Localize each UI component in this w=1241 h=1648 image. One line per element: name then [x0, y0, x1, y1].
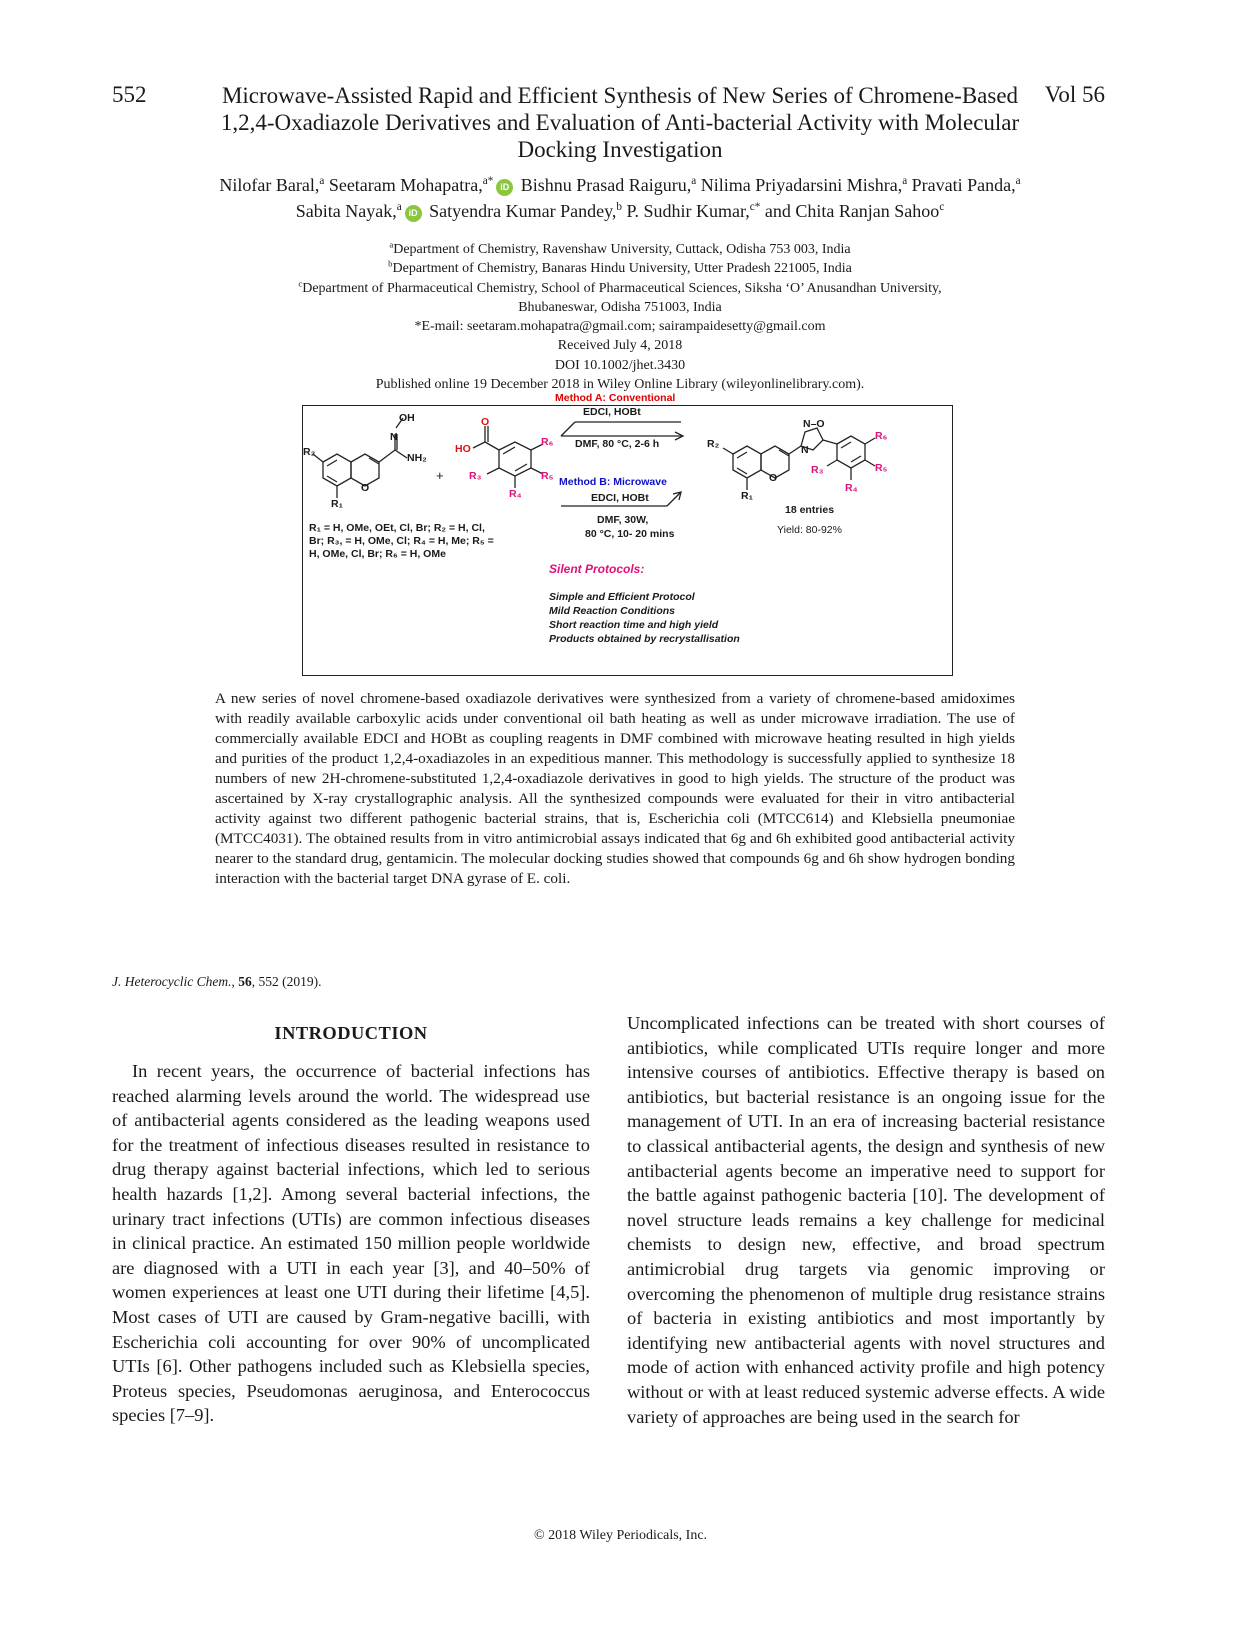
affiliation: $^b$Department of Chemistry, Banaras Hindu University, Utter Pradesh 221005, India: [388, 258, 852, 277]
atom-label: O: [769, 472, 778, 484]
paragraph: Uncomplicated infections can be treated with short courses of antibiotics, while complicated UTIs require longer and more intensive courses of antibiotics. Effective therapy is based on antibiotics, but bacterial resistance is an ongoing issue for the management of UTI. In an era of increasing bacterial resistance to classical antibacterial agents, the design and synthesis of new antibacterial agents become an imperative need to support for the battle against pathogenic bacteria [10]. The development of novel structure leads remains a key challenge for medicinal chemists to design new, effective, and broad spectrum antimicrobial drug targets via genomic improving or overcoming the phenomenon of multiple drug resistance strains of bacteria in existing antibiotics and most importantly by identifying new antibacterial agents with novel structures and mode of action with enhanced activity profile and high potency without or with at least reduced systemic adverse effects. A wide variety of approaches are being used in the search for: [627, 1013, 1105, 1427]
silent-protocols-title: Silent Protocols:: [549, 562, 645, 576]
atom-label: OH: [399, 412, 415, 424]
atom-label: R₆: [875, 430, 888, 442]
list-item: Mild Reaction Conditions: [549, 605, 675, 617]
volume-label: Vol 56: [1044, 82, 1105, 107]
list-item: Simple and Efficient Protocol: [549, 591, 695, 603]
page-number: 552: [112, 82, 147, 107]
atom-label: R₂: [707, 438, 720, 450]
plus-sign: +: [436, 468, 444, 483]
affiliation: $^c$Department of Pharmaceutical Chemistry, School of Pharmaceutical Sciences, Siksha ‘O’ Anusandhan University,: [298, 277, 942, 296]
atom-label: NH₂: [407, 452, 427, 464]
received-date: Received July 4, 2018: [557, 338, 683, 354]
method-b-title: Method B: Microwave: [559, 476, 667, 488]
author-list: [120, 172, 1120, 224]
method-a-reagents: EDCI, HOBt: [583, 406, 641, 418]
author: Sabita Nayak,$^a$: [295, 201, 402, 221]
author: P. Sudhir Kumar,$^{c*}$: [626, 201, 761, 221]
method-a-title: Method A: Conventional: [555, 392, 676, 404]
paragraph: In recent years, the occurrence of bacterial infections has reached alarming levels around the world. The widespread use of antibacterial agents considered as the leading weapons used for the treatment of infectious diseases resulted in resistance to drug therapy against bacterial infections, which led to serious health hazards [1,2]. Among several bacterial infections, the urinary tract infections (UTIs) are common infectious diseases in clinical practice. An estimated 150 million people worldwide are diagnosed with a UTI in each year [3], and 40–50% of women experiences at least one UTI during their lifetime [4,5]. Most cases of UTI are caused by Gram-negative bacilli, with Escherichia coli accounting for over 90% of uncomplicated UTIs [6]. Other pathogens included such as Klebsiella species, Proteus species, Pseudomonas aeruginosa, and Enterococcus species [7–9].: [112, 1061, 590, 1426]
author: Satyendra Kumar Pandey,$^b$: [429, 201, 622, 221]
atom-label: N: [801, 444, 809, 456]
atom-label: N–O: [803, 418, 825, 430]
email-line: *E-mail: seetaram.mohapatra@gmail.com; sairampaidesetty@gmail.com: [414, 319, 826, 335]
article-metadata: [150, 240, 1090, 394]
author: Pravati Panda,$^a$: [911, 175, 1021, 195]
atom-label: R₅: [875, 462, 888, 474]
affiliation: $^a$Department of Chemistry, Ravenshaw University, Cuttack, Odisha 753 003, India: [389, 239, 851, 257]
affiliation-continued: Bhubaneswar, Odisha 751003, India: [518, 299, 722, 315]
copyright-footer: © 2018 Wiley Periodicals, Inc.: [533, 1528, 708, 1543]
article-title: Microwave-Assisted Rapid and Efficient Synthesis of New Series of Chromene-Based 1,2,4-Oxadiazole Derivatives and Evaluation of Anti-bacterial Activity with Molecular Docking Investigation: [220, 83, 1020, 162]
atom-label: R₆: [541, 436, 554, 448]
atom-label: R₄: [845, 482, 858, 494]
author: Nilofar Baral,$^a$: [219, 175, 325, 195]
atom-label: R₂: [303, 446, 316, 458]
list-item: Products obtained by recrystallisation: [549, 633, 740, 645]
atom-label: R₃: [811, 464, 824, 476]
atom-label: R₁: [331, 498, 343, 510]
author: Seetaram Mohapatra,$^{a*}$: [328, 175, 494, 195]
doi[interactable]: DOI 10.1002/jhet.3430: [554, 357, 686, 373]
atom-label: O: [481, 416, 490, 428]
orcid-icon[interactable]: iD: [405, 205, 422, 222]
author: and Chita Ranjan Sahoo$^c$: [764, 201, 945, 221]
substituent-key: R₁ = H, OMe, OEt, Cl, Br; R₂ = H, Cl, Br; R₃, = H, OMe, Cl; R₄ = H, Me; R₅ = H, OMe, Cl, Br; R₆ = H, OMe: [309, 522, 494, 560]
method-a-conditions: DMF, 80 °C, 2-6 h: [575, 438, 660, 450]
atom-label: N: [390, 431, 398, 443]
list-item: Short reaction time and high yield: [549, 619, 719, 631]
atom-label: HO: [455, 443, 471, 455]
published-line: Published online 19 December 2018 in Wiley Online Library (wileyonlinelibrary.com).: [375, 377, 865, 393]
method-b-conditions: DMF, 30W,: [597, 514, 649, 526]
method-b-conditions: 80 °C, 10- 20 mins: [585, 528, 675, 540]
intro-right-column: [627, 1011, 1105, 1429]
author: Nilima Priyadarsini Mishra,$^a$: [700, 175, 908, 195]
atom-label: R₁: [741, 490, 753, 502]
reaction-scheme: [302, 392, 953, 676]
atom-label: R₃: [469, 470, 482, 482]
journal-citation: J. Heterocyclic Chem., 56, 552 (2019).: [112, 974, 322, 989]
section-heading: INTRODUCTION: [274, 1023, 428, 1043]
intro-left-column: [112, 1059, 590, 1428]
atom-label: O: [361, 482, 370, 494]
orcid-icon[interactable]: iD: [496, 179, 513, 196]
method-b-reagents: EDCI, HOBt: [591, 492, 649, 504]
author: Bishnu Prasad Raiguru,$^a$: [520, 175, 697, 195]
yield-range: Yield: 80-92%: [777, 524, 842, 536]
silent-protocols-list: [549, 590, 740, 646]
abstract: A new series of novel chromene-based oxadiazole derivatives were synthesized from a variety of chromene-based amidoximes with readily available carboxylic acids under conventional oil bath heating as well as under microwave irradiation. The use of commercially available EDCI and HOBt as coupling reagents in DMF combined with microwave heating resulted in high yields and purities of the product 1,2,4-oxadiazoles in an expeditious manner. This methodology is successfully applied to synthesize 18 numbers of new 2H-chromene-substituted 1,2,4-oxadiazole derivatives in good to high yields. The structure of the product was ascertained by X-ray crystallographic analysis. All the synthesized compounds were evaluated for their in vitro antibacterial activity against two different pathogenic bacterial strains, that is, Escherichia coli (MTCC614) and Klebsiella pneumoniae (MTCC4031). The obtained results from in vitro antimicrobial assays indicated that 6g and 6h exhibited good antibacterial activity nearer to the standard drug, gentamicin. The molecular docking studies showed that compounds 6g and 6h show hydrogen bonding interaction with the bacterial target DNA gyrase of E. coli.: [215, 690, 1015, 887]
atom-label: R₅: [541, 470, 554, 482]
atom-label: R₄: [509, 488, 522, 500]
entries-count: 18 entries: [785, 504, 835, 516]
